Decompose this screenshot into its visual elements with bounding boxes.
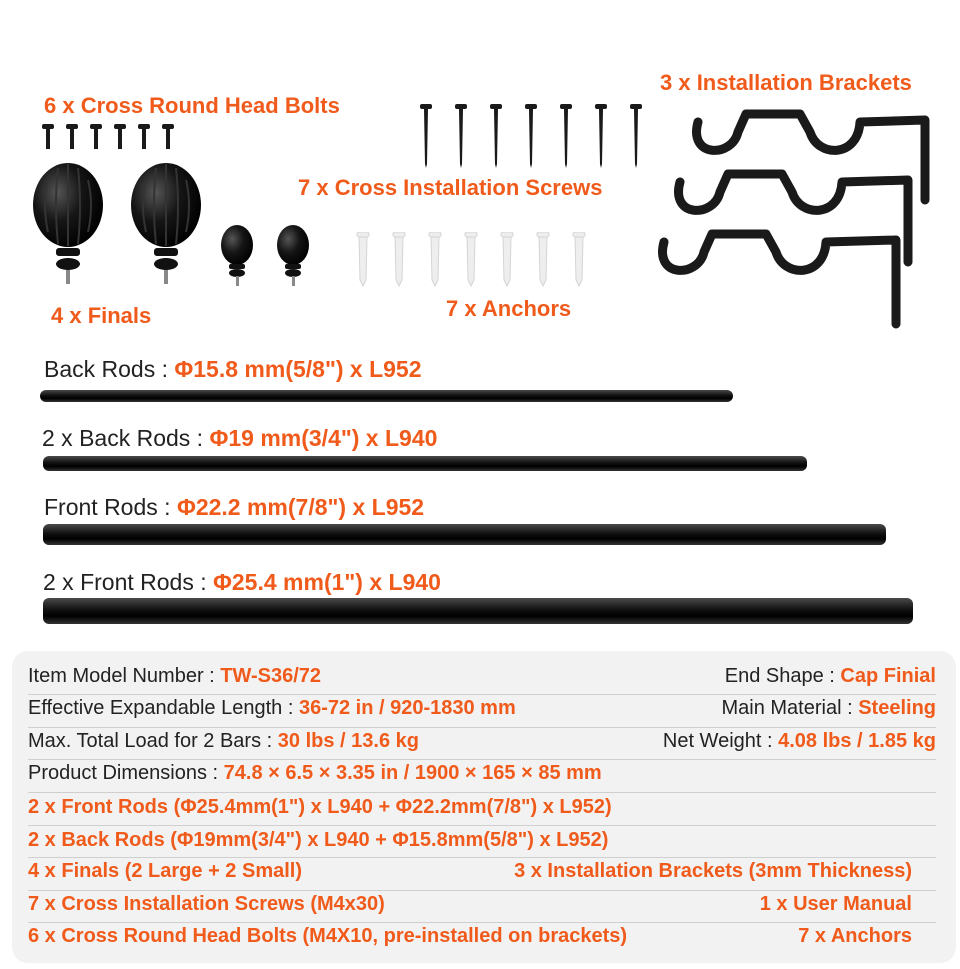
rod-name: 2 x Back Rods : <box>42 425 204 451</box>
contents-row-back-rods <box>28 829 936 859</box>
screw-icon <box>630 104 642 168</box>
length-value: 36-72 in / 920-1830 mm <box>298 697 516 719</box>
bolts-label: 6 x Cross Round Head Bolts <box>44 93 340 118</box>
large-finial-icon <box>33 163 103 284</box>
rod-image-3 <box>43 524 886 545</box>
anchor-icon <box>429 232 441 286</box>
bolt-icon <box>42 124 54 149</box>
bolts-item: 6 x Cross Round Head Bolts (M4X10, pre-installed on brackets) <box>28 925 628 947</box>
screw-icon <box>595 104 607 168</box>
screw-icon <box>455 104 467 168</box>
material <box>721 697 936 720</box>
divider <box>28 825 936 826</box>
material-label: Main Material : <box>721 697 853 719</box>
rod-spec: Φ25.4 mm(1") x L940 <box>213 569 441 595</box>
finals-item: 4 x Finals (2 Large + 2 Small) <box>28 860 303 882</box>
rod-label-2 <box>42 425 437 452</box>
small-finial-icon <box>221 225 253 286</box>
anchor-icon <box>537 232 549 286</box>
rod-label-1 <box>44 356 422 383</box>
rod-image-1 <box>40 390 733 402</box>
screws-label: 7 x Cross Installation Screws <box>298 175 603 200</box>
bracket-icon <box>697 114 925 200</box>
anchors-label: 7 x Anchors <box>446 296 572 321</box>
contents-row-front-rods <box>28 796 936 826</box>
manual-item: 1 x User Manual <box>759 893 912 915</box>
bolts-image <box>38 124 188 154</box>
load-value: 30 lbs / 13.6 kg <box>277 730 419 752</box>
dims-value: 74.8 × 6.5 × 3.35 in / 1900 × 165 × 85 mm <box>223 762 602 784</box>
divider <box>28 890 936 891</box>
divider <box>28 759 936 760</box>
contents-row-screws <box>28 893 936 923</box>
rod-name: Front Rods : <box>44 494 171 520</box>
rod-spec: Φ19 mm(3/4") x L940 <box>209 425 438 451</box>
contents-row-finals <box>28 860 936 890</box>
bolt-icon <box>66 124 78 149</box>
weight-label: Net Weight : <box>662 730 773 752</box>
anchors-item: 7 x Anchors <box>798 925 912 947</box>
brackets-label: 3 x Installation Brackets <box>660 70 912 95</box>
back-rods-item: 2 x Back Rods (Φ19mm(3/4") x L940 + Φ15.8mm(5/8") x L952) <box>28 829 609 851</box>
dims-label: Product Dimensions : <box>28 762 219 784</box>
anchor-icon <box>573 232 585 286</box>
large-finial-icon <box>131 163 201 284</box>
screw-icon <box>490 104 502 168</box>
small-finial-icon <box>277 225 309 286</box>
rod-spec: Φ22.2 mm(7/8") x L952 <box>176 494 425 520</box>
bolt-icon <box>90 124 102 149</box>
screws-image <box>420 104 650 170</box>
spec-row-model <box>28 665 936 695</box>
bracket-icon <box>679 174 908 262</box>
anchor-icon <box>501 232 513 286</box>
model-label: Item Model Number : <box>28 665 215 687</box>
end-shape-value: Cap Finial <box>840 665 936 687</box>
model-value: TW-S36/72 <box>220 665 322 687</box>
rod-spec: Φ15.8 mm(5/8") x L952 <box>174 356 422 382</box>
spec-row-dimensions <box>28 762 936 792</box>
net-weight <box>663 730 936 753</box>
length-label: Effective Expandable Length : <box>28 697 294 719</box>
screw-icon <box>560 104 572 168</box>
bolt-icon <box>138 124 150 149</box>
screws-item: 7 x Cross Installation Screws (M4x30) <box>28 893 385 915</box>
brackets-image <box>650 100 945 335</box>
rod-name: Back Rods : <box>44 356 168 382</box>
material-value: Steeling <box>858 697 936 719</box>
anchor-icon <box>465 232 477 286</box>
front-rods-item: 2 x Front Rods (Φ25.4mm(1") x L940 + Φ22.2mm(7/8") x L952) <box>28 796 612 818</box>
contents-row-bolts <box>28 925 936 955</box>
rod-name: 2 x Front Rods : <box>43 569 207 595</box>
divider <box>28 857 936 858</box>
load-label: Max. Total Load for 2 Bars : <box>28 730 273 752</box>
end-shape-label: End Shape : <box>724 665 835 687</box>
spec-row-load <box>28 730 936 760</box>
anchors-image <box>355 232 595 288</box>
screw-icon <box>420 104 432 168</box>
spec-row-length <box>28 697 936 727</box>
end-shape <box>725 665 936 688</box>
bolt-icon <box>114 124 126 149</box>
rod-image-2 <box>43 456 807 471</box>
weight-value: 4.08 lbs / 1.85 kg <box>778 730 936 752</box>
divider <box>28 694 936 695</box>
anchor-icon <box>393 232 405 286</box>
finals-image <box>28 160 328 295</box>
rod-label-4 <box>43 569 441 596</box>
divider <box>28 727 936 728</box>
finals-label: 4 x Finals <box>51 303 152 328</box>
bolt-icon <box>162 124 174 149</box>
rod-label-3 <box>44 494 424 521</box>
brackets-item: 3 x Installation Brackets (3mm Thickness) <box>514 860 912 882</box>
anchor-icon <box>357 232 369 286</box>
bracket-icon <box>663 234 896 324</box>
rod-image-4 <box>43 598 913 624</box>
screw-icon <box>525 104 537 168</box>
divider <box>28 922 936 923</box>
divider <box>28 792 936 793</box>
